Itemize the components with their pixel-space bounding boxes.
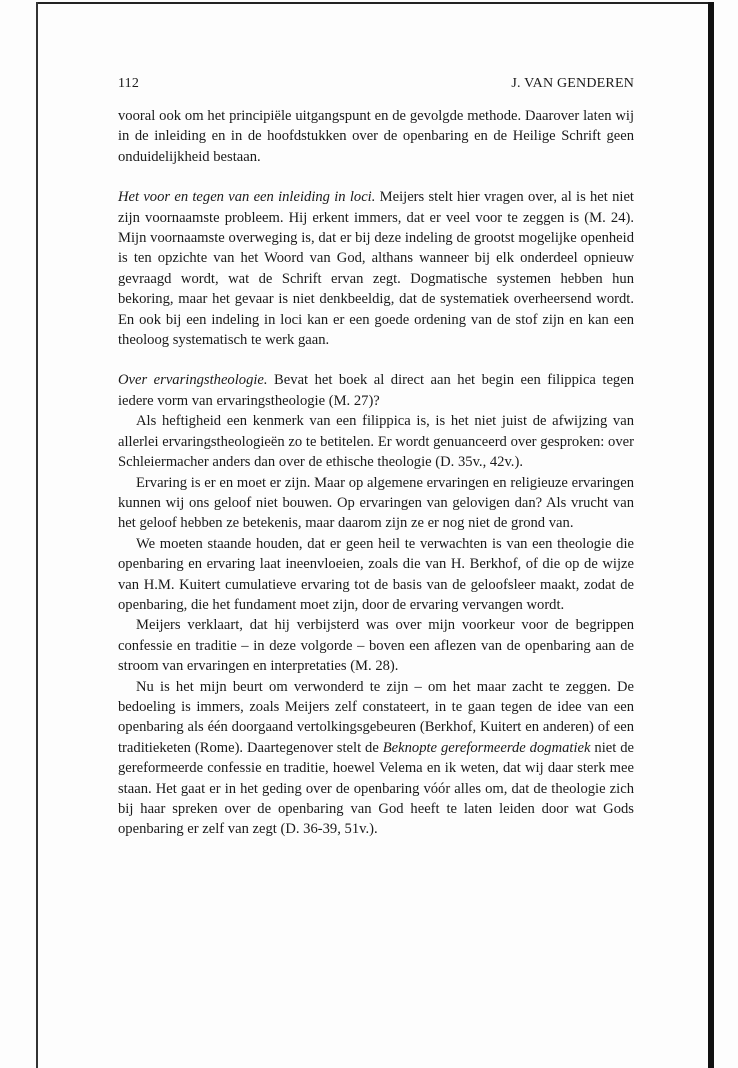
scan-border-top xyxy=(36,2,712,4)
paragraph-1 xyxy=(118,106,634,167)
paragraph-text: Bevat het boek al direct aan het begin een filippica tegen iedere vorm van ervaringstheologie (M. 27)? xyxy=(118,372,634,409)
paragraph-6 xyxy=(118,534,634,616)
running-header xyxy=(118,76,634,92)
paragraph-8 xyxy=(118,677,634,840)
paragraph-2 xyxy=(118,187,634,350)
scan-border-left xyxy=(36,2,38,1068)
paragraph-text-tail: niet de gereformeerde confessie en traditie, hoewel Velema en ik weten, dat wij daar sterk mee staan. Het gaat er in het geding over de openbaring vóór alles om, dat de theologie zich bij haar spreken over de openbaring van God heeft te laten leiden door wat Gods openbaring er zelf van zegt (D. 36-39, 51v.). xyxy=(118,739,634,838)
paragraph-text: Ervaring is er en moet er zijn. Maar op algemene ervaringen en religieuze ervaringen kunnen wij ons geloof niet bouwen. Op ervaringen van gelovigen dan? Als vrucht van het geloof hebben ze betekenis, maar daarom zijn ze er nog niet de grond van. xyxy=(118,474,634,532)
book-title: Beknopte gereformeerde dogmatiek xyxy=(382,739,591,756)
paragraph-text: Nu is het mijn beurt om verwonderd te zijn – om het maar zacht te zeggen. De bedoeling is immers, zoals Meijers zelf constateert, in te gaan tegen de idee van een openbaring als één doorgaand vertolkingsgebeuren (Berkhof, Kuitert en anderen) of een traditieketen (Rome). Daartegenover stelt de xyxy=(118,678,634,756)
paragraph-text: vooral ook om het principiële uitgangspunt en de gevolgde methode. Daarover laten wij in de inleiding en in de hoofdstukken over de openbaring en de Heilige Schrift geen onduidelijkheid bestaan. xyxy=(118,108,634,165)
paragraph-text: Als heftigheid een kenmerk van een filippica is, is het niet juist de afwijzing van allerlei ervaringstheologieën zo te betitelen. Er wordt genuanceerd over gesproken: over Schleiermacher anders dan over de ethische theologie (D. 35v., 42v.). xyxy=(118,413,634,471)
paragraph-text: We moeten staande houden, dat er geen heil te verwachten is van een theologie die openbaring en ervaring laat ineenvloeien, zoals die van H. Berkhof, of die op de wijze van H.M. Kuitert cumulatieve ervaring tot de basis van de geloofsleer maakt, zodat de openbaring, die het fundament moet zijn, door de ervaring vervangen wordt. xyxy=(118,535,634,613)
section-heading-ervaringstheologie: Over ervaringstheologie. xyxy=(118,372,268,389)
running-title: J. VAN GENDEREN xyxy=(511,76,634,91)
paragraph-7 xyxy=(118,615,634,676)
scan-border-right xyxy=(708,2,714,1068)
paragraph-4 xyxy=(118,411,634,472)
paragraph-text: Meijers stelt hier vragen over, al is het niet zijn voornaamste probleem. Hij erkent immers, dat er veel voor te zeggen is (M. 24). Mijn voornaamste overweging is, dat er bij deze indeling de grootst mogelijke openheid is ten opzichte van het Woord van God, althans wanneer bij elk onderdeel opnieuw gevraagd wordt, wat de Schrift ervan zegt. Dogmatische systemen hebben hun bekoring, maar het gevaar is niet denkbeeldig, dat de systematiek overheersend wordt. En ook bij een indeling in loci kan er een goede ordening van de stof zijn en kan een theoloog systematisch te werk gaan. xyxy=(118,189,634,349)
body-text xyxy=(118,106,634,840)
section-heading-loci: Het voor en tegen van een inleiding in loci. xyxy=(118,189,376,206)
page-number: 112 xyxy=(118,76,140,91)
paragraph-3 xyxy=(118,370,634,411)
paragraph-text: Meijers verklaart, dat hij verbijsterd was over mijn voorkeur voor de begrippen confessie en traditie – in deze volgorde – boven een aflezen van de openbaring aan de stroom van ervaringen en interpretaties (M. 28). xyxy=(118,617,634,675)
paragraph-5 xyxy=(118,473,634,534)
